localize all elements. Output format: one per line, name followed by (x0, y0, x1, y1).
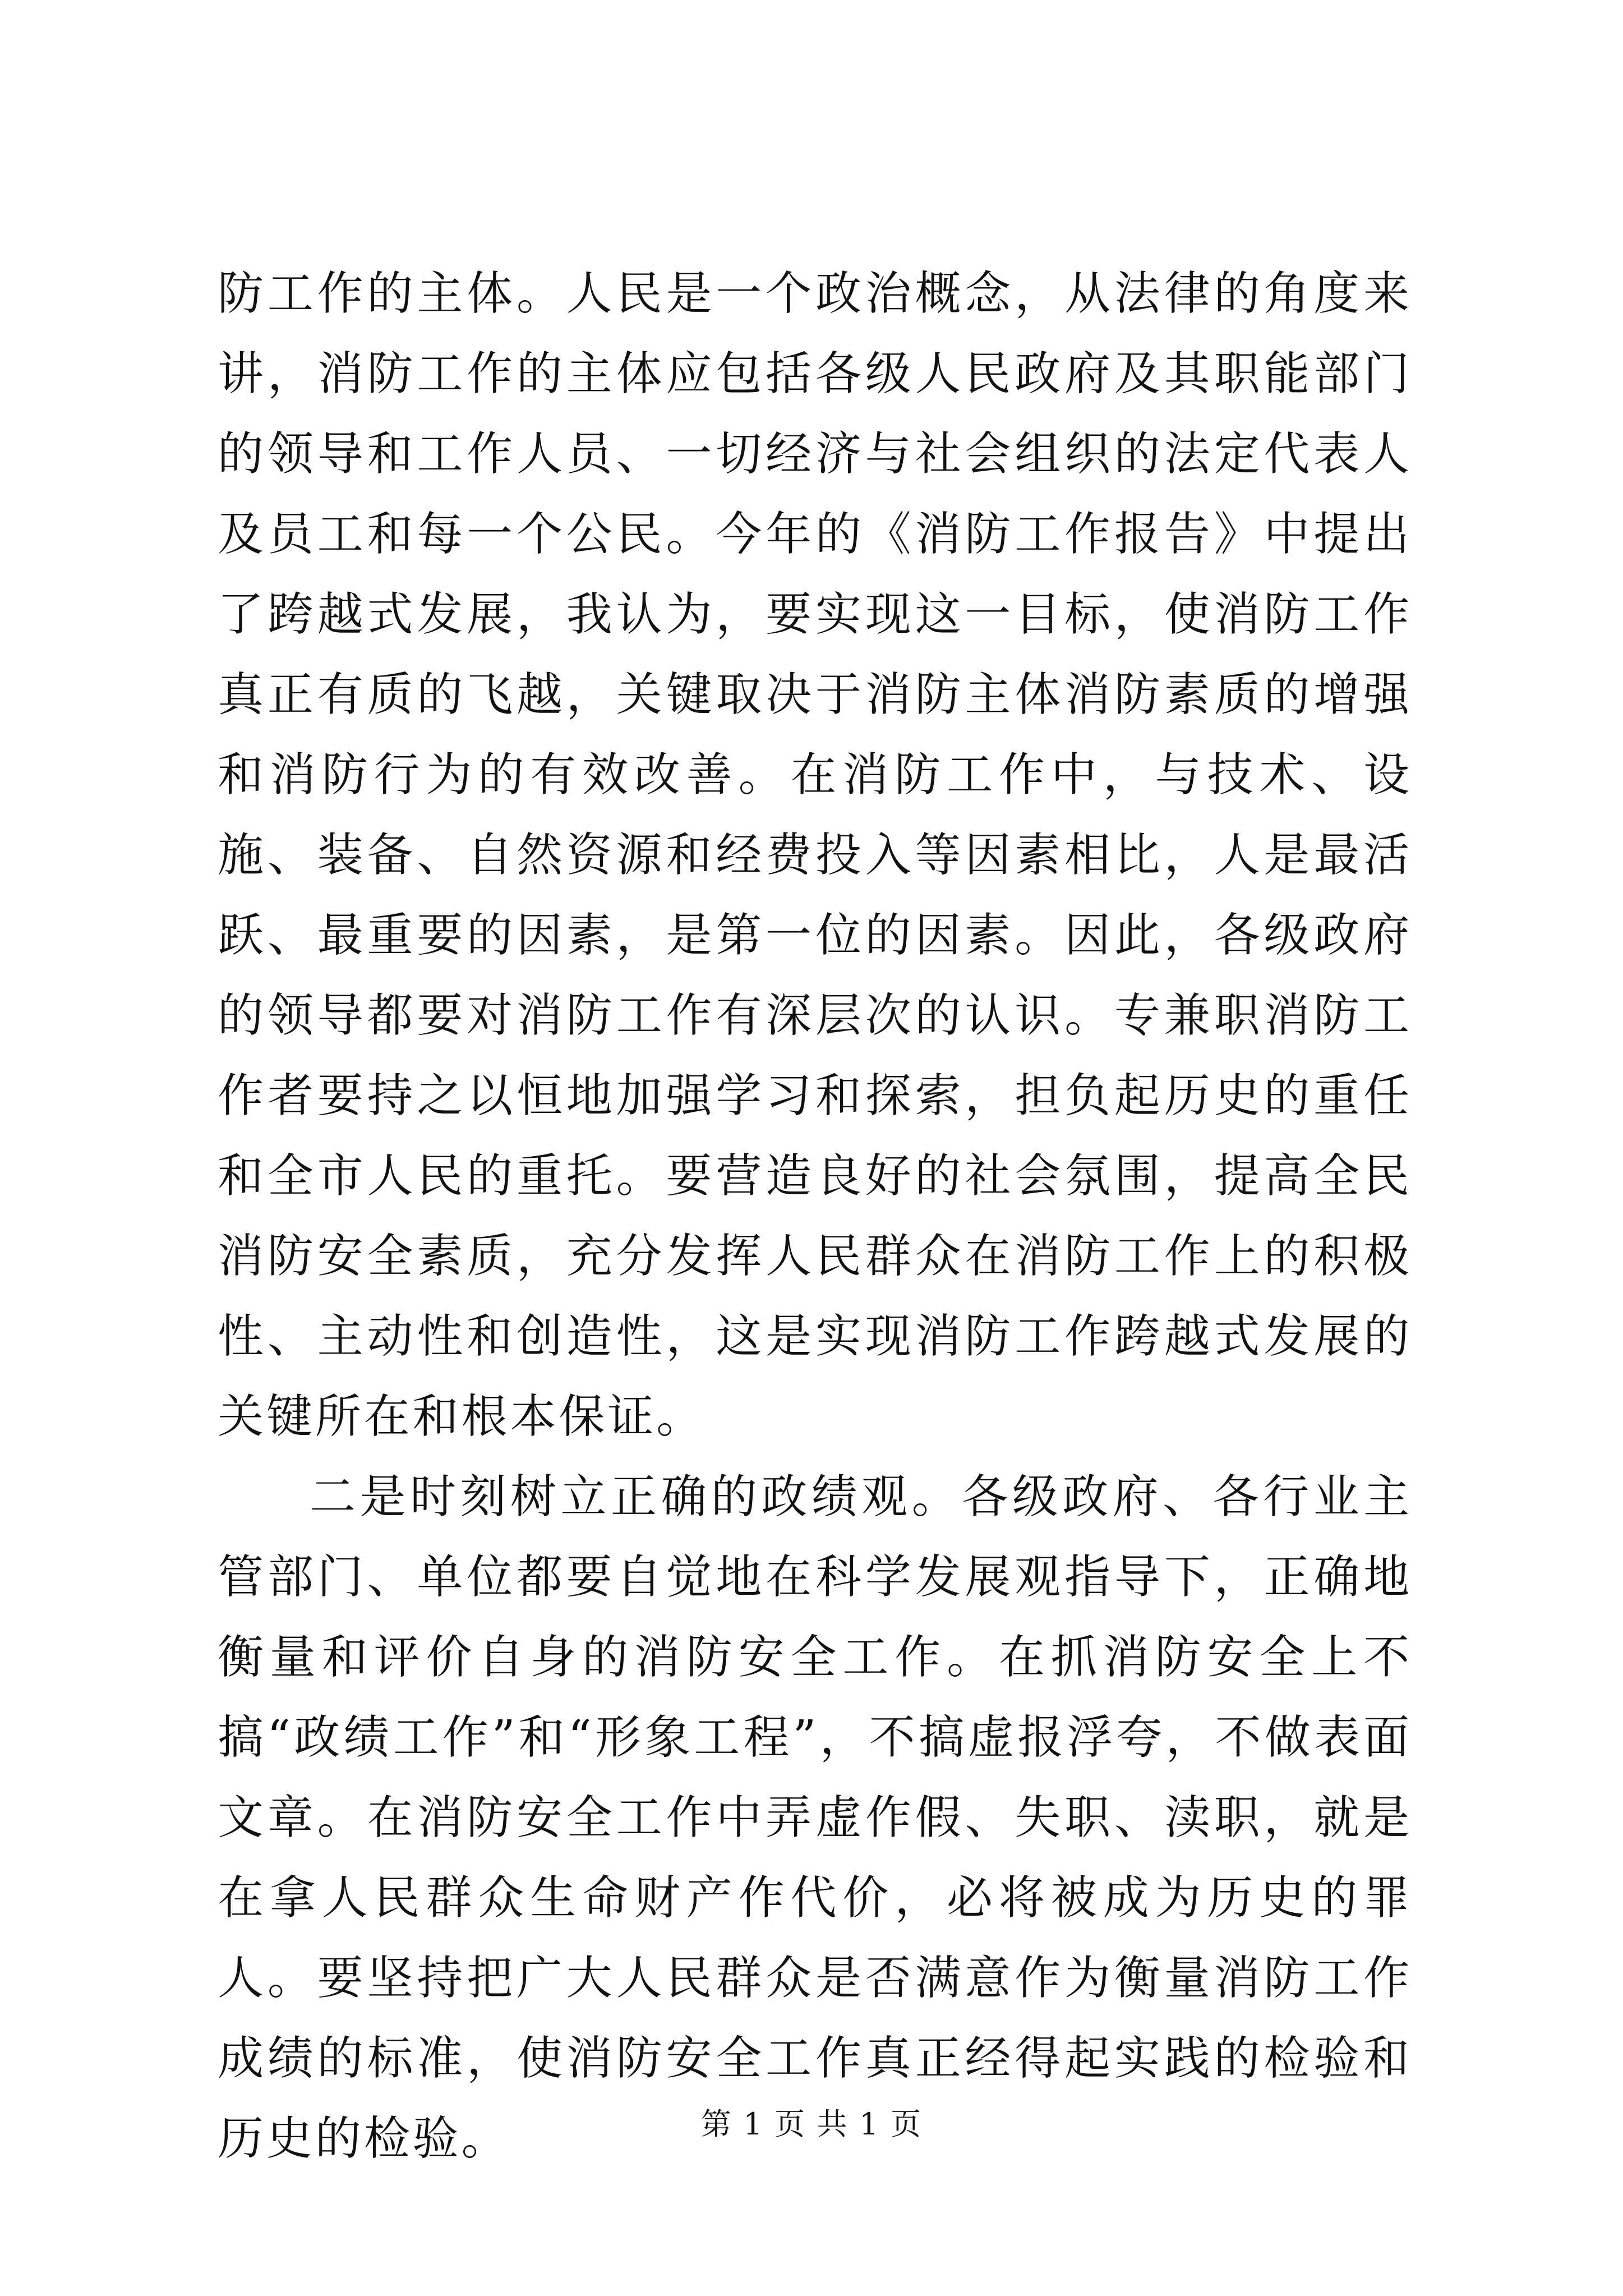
page-footer: 第 1 页 共 1 页 (700, 2106, 923, 2142)
paragraph-performance-view: 二是时刻树立正确的政绩观。各级政府、各行业主管部门、单位都要自觉地在科学发展观指导下，正确地衡量和评价自身的消防安全工作。在抓消防安全上不搞“政绩工作”和“形象工程”，不搞虚报浮夸，不做表面文章。在消防安全工作中弄虚作假、失职、渎职，就是在拿人民群众生命财产作代价，必将被成为历史的罪人。要坚持把广大人民群众是否满意作为衡量消防工作成绩的标准，使消防安全工作真正经得起实践的检验和历史的检验。 (218, 1470, 1412, 2165)
paragraph-continuation: 防工作的主体。人民是一个政治概念，从法律的角度来讲，消防工作的主体应包括各级人民政府及其职能部门的领导和工作人员、一切经济与社会组织的法定代表人及员工和每一个公民。今年的《消防工作报告》中提出了跨越式发展，我认为，要实现这一目标，使消防工作真正有质的飞越，关键取决于消防主体消防素质的增强和消防行为的有效改善。在消防工作中，与技术、设施、装备、自然资源和经费投入等因素相比，人是最活跃、最重要的因素，是第一位的因素。因此，各级政府的领导都要对消防工作有深层次的认识。专兼职消防工作者要持之以恒地加强学习和探索，担负起历史的重任和全市人民的重托。要营造良好的社会氛围，提高全民消防安全素质，充分发挥人民群众在消防工作上的积极性、主动性和创造性，这是实现消防工作跨越式发展的关键所在和根本保证。 (218, 267, 1412, 1443)
document-body (218, 254, 1412, 2179)
